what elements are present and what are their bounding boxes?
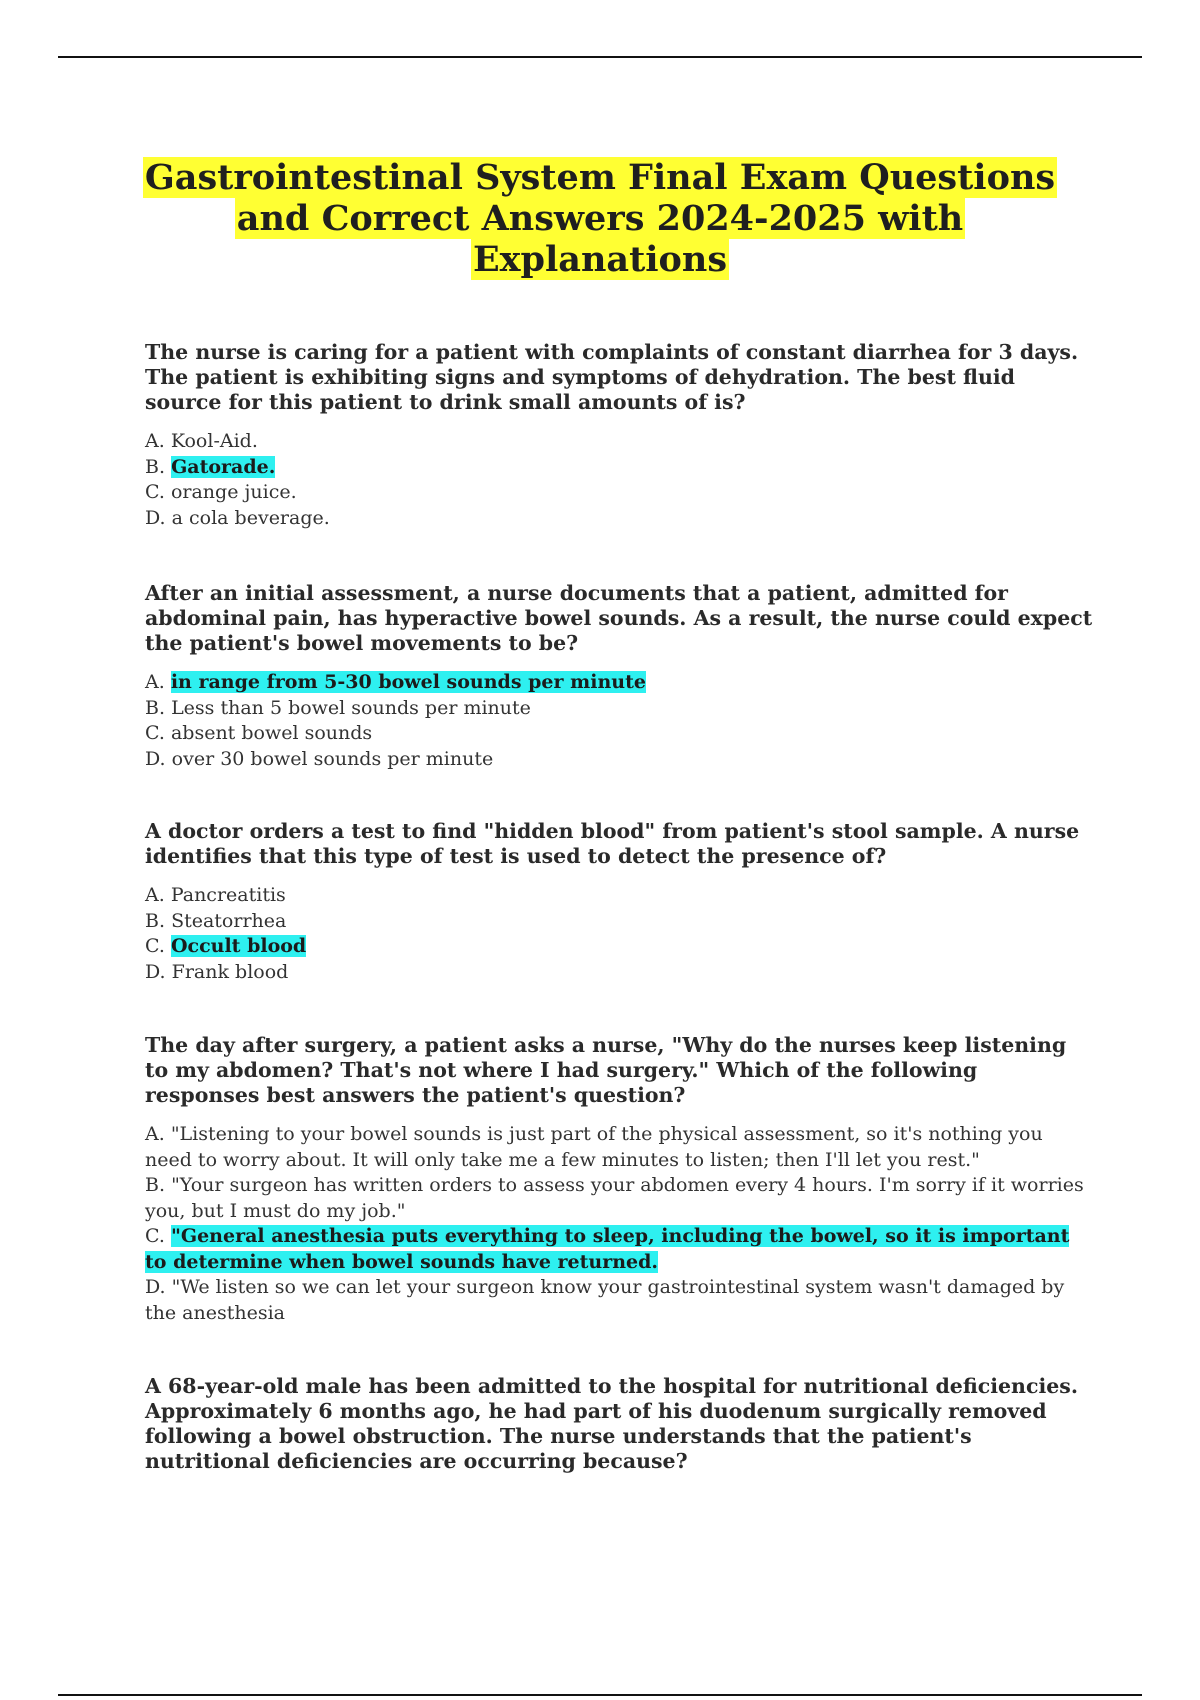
- option-letter: C.: [145, 722, 165, 744]
- question-block-2: [145, 581, 1095, 772]
- question-block-5: [145, 1374, 1095, 1474]
- bottom-rule: [58, 1694, 1142, 1696]
- option-letter: D.: [145, 506, 166, 529]
- question-text: After an initial assessment, a nurse documents that a patient, admitted for abdominal pain, has hyperactive bowel sounds. As a result, the nurse could expect the patient's bowel movements to be?: [145, 581, 1093, 655]
- option-a: [145, 1122, 1095, 1173]
- option-text: Less than 5 bowel sounds per minute: [171, 696, 531, 719]
- option-text: "We listen so we can let your surgeon know your gastrointestinal system wasn't damaged by the anesthesia: [145, 1276, 1065, 1324]
- option-letter: B.: [145, 696, 166, 719]
- option-d: [145, 1275, 1095, 1326]
- option-text: "Your surgeon has written orders to assess your abdomen every 4 hours. I'm sorry if it worries you, but I must do my job.": [145, 1174, 1084, 1222]
- option-a: [145, 883, 1095, 909]
- option-letter: D.: [145, 1276, 166, 1298]
- option-text: Frank blood: [171, 960, 289, 983]
- option-letter: B.: [145, 455, 166, 478]
- question-block-4: [145, 1033, 1095, 1326]
- option-letter: C.: [145, 1225, 165, 1247]
- option-a: [145, 670, 1095, 696]
- option-text: over 30 bowel sounds per minute: [171, 747, 494, 770]
- option-text: Kool-Aid.: [170, 430, 258, 452]
- option-b: [145, 696, 1095, 722]
- option-c: [145, 721, 1095, 747]
- option-c: [145, 480, 1095, 506]
- option-letter: B.: [145, 909, 166, 932]
- top-rule: [58, 56, 1142, 58]
- option-list: [145, 883, 1095, 985]
- option-a: [145, 429, 1095, 455]
- option-letter: B.: [145, 1174, 166, 1196]
- question-text: A 68-year-old male has been admitted to the hospital for nutritional deficiencies. Approximately 6 months ago, he had part of his duodenum surgically removed following a bowel obstruction. The nurse understands that the patient's nutritional deficiencies are occurring because?: [145, 1374, 1078, 1473]
- question-text: The day after surgery, a patient asks a nurse, "Why do the nurses keep listening to my abdomen? That's not where I had surgery." Which of the following responses best answers the patient's question?: [145, 1033, 1067, 1107]
- questions-container: [145, 340, 1095, 1488]
- option-letter: A.: [145, 430, 165, 452]
- option-list: [145, 670, 1095, 772]
- question-block-1: [145, 340, 1095, 531]
- option-letter: D.: [145, 960, 166, 983]
- option-c: [145, 1224, 1095, 1275]
- document-title: [120, 157, 1080, 280]
- option-text: Steatorrhea: [171, 909, 287, 932]
- option-letter: A.: [145, 671, 165, 693]
- option-list: [145, 1122, 1095, 1326]
- option-letter: D.: [145, 747, 166, 770]
- option-letter: C.: [145, 481, 165, 503]
- correct-answer-highlight: in range from 5-30 bowel sounds per minute: [170, 671, 646, 693]
- option-text: Pancreatitis: [170, 884, 286, 906]
- question-text: The nurse is caring for a patient with complaints of constant diarrhea for 3 days. The patient is exhibiting signs and symptoms of dehydration. The best fluid source for this patient to drink small amounts of is?: [145, 340, 1079, 414]
- option-d: [145, 747, 1095, 773]
- option-text: a cola beverage.: [171, 506, 330, 529]
- correct-answer-highlight: Occult blood: [170, 935, 307, 957]
- option-list: [145, 429, 1095, 531]
- question-block-3: [145, 819, 1095, 985]
- option-d: [145, 506, 1095, 532]
- option-text: orange juice.: [170, 481, 297, 503]
- option-letter: A.: [145, 1123, 165, 1145]
- option-c: [145, 934, 1095, 960]
- correct-answer-highlight: "General anesthesia puts everything to sleep, including the bowel, so it is important to determine when bowel sounds have returned.: [145, 1225, 1070, 1273]
- option-b: [145, 909, 1095, 935]
- option-b: [145, 455, 1095, 481]
- correct-answer-highlight: Gatorade.: [171, 455, 276, 478]
- option-letter: A.: [145, 884, 165, 906]
- option-text: "Listening to your bowel sounds is just part of the physical assessment, so it's nothing you need to worry about. It will only take me a few minutes to listen; then I'll let you rest.": [145, 1123, 1043, 1171]
- option-d: [145, 960, 1095, 986]
- option-b: [145, 1173, 1095, 1224]
- option-text: absent bowel sounds: [170, 722, 373, 744]
- option-letter: C.: [145, 935, 165, 957]
- question-text: A doctor orders a test to find "hidden blood" from patient's stool sample. A nurse identifies that this type of test is used to detect the presence of?: [145, 819, 1080, 868]
- document-title-text: Gastrointestinal System Final Exam Questions and Correct Answers 2024-2025 with Explanations: [144, 157, 1056, 280]
